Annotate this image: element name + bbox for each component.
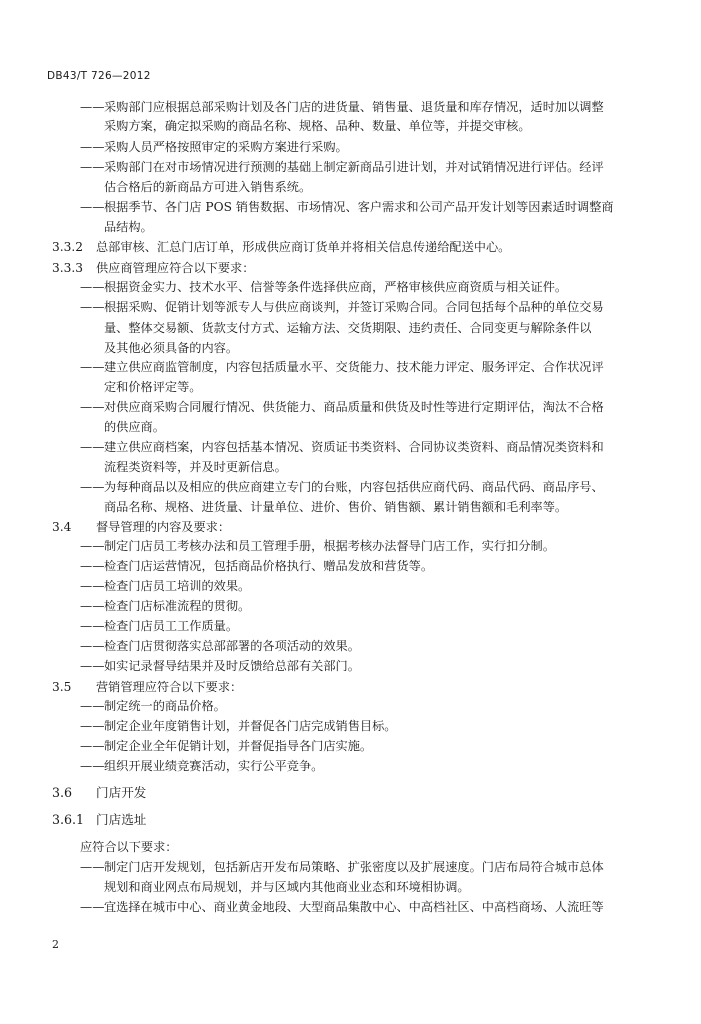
- em-dash-marker: ——: [80, 360, 105, 374]
- em-dash-marker: ——: [80, 719, 105, 733]
- bullet-text: 检查门店运营情况，包括商品价格执行、赠品发放和营货等。: [104, 559, 434, 573]
- em-dash-marker: ——: [80, 480, 105, 494]
- bullet-item: [80, 658, 360, 674]
- em-dash-marker: ——: [80, 300, 105, 314]
- bullet-item: [80, 698, 226, 714]
- bullet-text: 根据资金实力、技术水平、信誉等条件选择供应商，严格审核供应商资质与相关证件。: [104, 280, 568, 294]
- continuation-line: 定和价格评定等。: [104, 380, 202, 394]
- section-heading: [52, 785, 146, 801]
- em-dash-marker: ——: [80, 440, 105, 454]
- bullet-text: 检查门店标准流程的贯彻。: [104, 599, 251, 613]
- bullet-text: 制定企业全年促销计划，并督促指导各门店实施。: [104, 739, 373, 753]
- em-dash-marker: ——: [80, 579, 105, 593]
- bullet-item: [80, 638, 360, 654]
- continuation-line: 及其他必须具备的内容。: [104, 341, 239, 355]
- em-dash-marker: ——: [80, 400, 105, 414]
- bullet-item: [80, 899, 604, 915]
- bullet-item: [80, 359, 604, 375]
- clause-text: 供应商管理应符合以下要求：: [96, 261, 255, 275]
- clause-heading: [52, 679, 242, 695]
- clause-heading: [52, 519, 230, 535]
- bullet-item: [80, 279, 567, 295]
- em-dash-marker: ——: [80, 699, 105, 713]
- clause-number: 3.6.1: [52, 812, 85, 827]
- clause-number: 3.6: [52, 785, 73, 800]
- bullet-item: [80, 299, 604, 315]
- em-dash-marker: ——: [80, 599, 105, 613]
- clause-number: 3.4: [52, 520, 72, 534]
- bullet-text: 检查门店员工培训的效果。: [104, 579, 251, 593]
- bullet-item: [80, 479, 604, 495]
- bullet-text: 为每种商品以及相应的供应商建立专门的台账，内容包括供应商代码、商品代码、商品序号、: [104, 480, 604, 494]
- continuation-line: 量、整体交易额、货款支付方式、运输方法、交货期限、违约责任、合同变更与解除条件以: [104, 321, 592, 335]
- page-number: 2: [52, 938, 59, 951]
- bullet-text: 宜选择在城市中心、商业黄金地段、大型商品集散中心、中高档社区、中高档商场、人流旺等: [104, 900, 604, 914]
- em-dash-marker: ——: [80, 860, 105, 874]
- paragraph-line: 应符合以下要求：: [80, 840, 178, 854]
- bullet-text: 建立供应商监管制度，内容包括质量水平、交货能力、技术能力评定、服务评定、合作状况评: [104, 360, 604, 374]
- continuation-line: 的供应商。: [104, 420, 165, 434]
- em-dash-marker: ——: [80, 200, 105, 214]
- em-dash-marker: ——: [80, 900, 105, 914]
- clause-number: 3.5: [52, 680, 72, 694]
- standard-code-header: DB43/T 726—2012: [47, 70, 151, 82]
- em-dash-marker: ——: [80, 619, 105, 633]
- clause-text: 营销管理应符合以下要求：: [96, 680, 243, 694]
- em-dash-marker: ——: [80, 140, 105, 154]
- bullet-text: 对供应商采购合同履行情况、供货能力、商品质量和供货及时性等进行定期评估，淘汰不合格: [104, 400, 604, 414]
- em-dash-marker: ——: [80, 160, 105, 174]
- bullet-item: [80, 718, 397, 734]
- bullet-item: [80, 538, 555, 554]
- continuation-line: 流程类资料等，并及时更新信息。: [104, 460, 287, 474]
- bullet-item: [80, 558, 433, 574]
- bullet-item: [80, 139, 348, 155]
- em-dash-marker: ——: [80, 759, 105, 773]
- clause-heading: [52, 260, 254, 276]
- section-heading: [52, 812, 146, 828]
- clause-number: 3.3.3: [52, 261, 84, 275]
- clause-text: 门店开发: [96, 785, 147, 800]
- bullet-text: 制定企业年度销售计划，并督促各门店完成销售目标。: [104, 719, 397, 733]
- bullet-text: 采购部门在对市场情况进行预测的基础上制定新商品引进计划，并对试销情况进行评估。经评: [104, 160, 604, 174]
- em-dash-marker: ——: [80, 739, 105, 753]
- bullet-item: [80, 598, 250, 614]
- em-dash-marker: ——: [80, 659, 105, 673]
- bullet-item: [80, 399, 604, 415]
- continuation-line: 估合格后的新商品方可进入销售系统。: [104, 180, 312, 194]
- bullet-text: 制定统一的商品价格。: [104, 699, 226, 713]
- continuation-line: 商品名称、规格、进货量、计量单位、进价、售价、销售额、累计销售额和毛利率等。: [104, 500, 568, 514]
- bullet-text: 采购人员严格按照审定的采购方案进行采购。: [104, 140, 348, 154]
- clause-heading: [52, 239, 510, 255]
- clause-text: 督导管理的内容及要求：: [96, 520, 231, 534]
- bullet-text: 检查门店员工工作质量。: [104, 619, 239, 633]
- bullet-text: 制定门店开发规划，包括新店开发布局策略、扩张密度以及扩展速度。门店布局符合城市总体: [104, 860, 604, 874]
- em-dash-marker: ——: [80, 559, 105, 573]
- bullet-item: [80, 738, 372, 754]
- bullet-item: [80, 439, 604, 455]
- bullet-text: 制定门店员工考核办法和员工管理手册，根据考核办法督导门店工作，实行扣分制。: [104, 539, 555, 553]
- em-dash-marker: ——: [80, 100, 105, 114]
- continuation-line: 品结构。: [104, 220, 153, 234]
- clause-number: 3.3.2: [52, 240, 84, 254]
- bullet-item: [80, 618, 238, 634]
- bullet-text: 根据采购、促销计划等派专人与供应商谈判，并签订采购合同。合同包括每个品种的单位交易: [104, 300, 604, 314]
- bullet-text: 检查门店贯彻落实总部部署的各项活动的效果。: [104, 639, 360, 653]
- continuation-line: 规划和商业网点布局规划，并与区域内其他商业业态和环境相协调。: [104, 880, 470, 894]
- clause-text: 门店选址: [96, 812, 147, 827]
- bullet-item: [80, 99, 604, 115]
- clause-text: 总部审核、汇总门店订单，形成供应商订货单并将相关信息传递给配送中心。: [96, 240, 511, 254]
- bullet-item: [80, 199, 614, 215]
- em-dash-marker: ——: [80, 639, 105, 653]
- bullet-item: [80, 578, 250, 594]
- bullet-text: 采购部门应根据总部采购计划及各门店的进货量、销售量、退货量和库存情况，适时加以调整: [104, 100, 604, 114]
- bullet-text: 根据季节、各门店 POS 销售数据、市场情况、客户需求和公司产品开发计划等因素适时调整商: [104, 200, 614, 214]
- bullet-text: 如实记录督导结果并及时反馈给总部有关部门。: [104, 659, 360, 673]
- continuation-line: 采购方案，确定拟采购的商品名称、规格、品种、数量、单位等，并提交审核。: [104, 119, 531, 133]
- bullet-text: 组织开展业绩竞赛活动，实行公平竞争。: [104, 759, 324, 773]
- bullet-item: [80, 159, 604, 175]
- bullet-item: [80, 758, 323, 774]
- em-dash-marker: ——: [80, 539, 105, 553]
- em-dash-marker: ——: [80, 280, 105, 294]
- bullet-item: [80, 859, 604, 875]
- bullet-text: 建立供应商档案，内容包括基本情况、资质证书类资料、合同协议类资料、商品情况类资料和: [104, 440, 604, 454]
